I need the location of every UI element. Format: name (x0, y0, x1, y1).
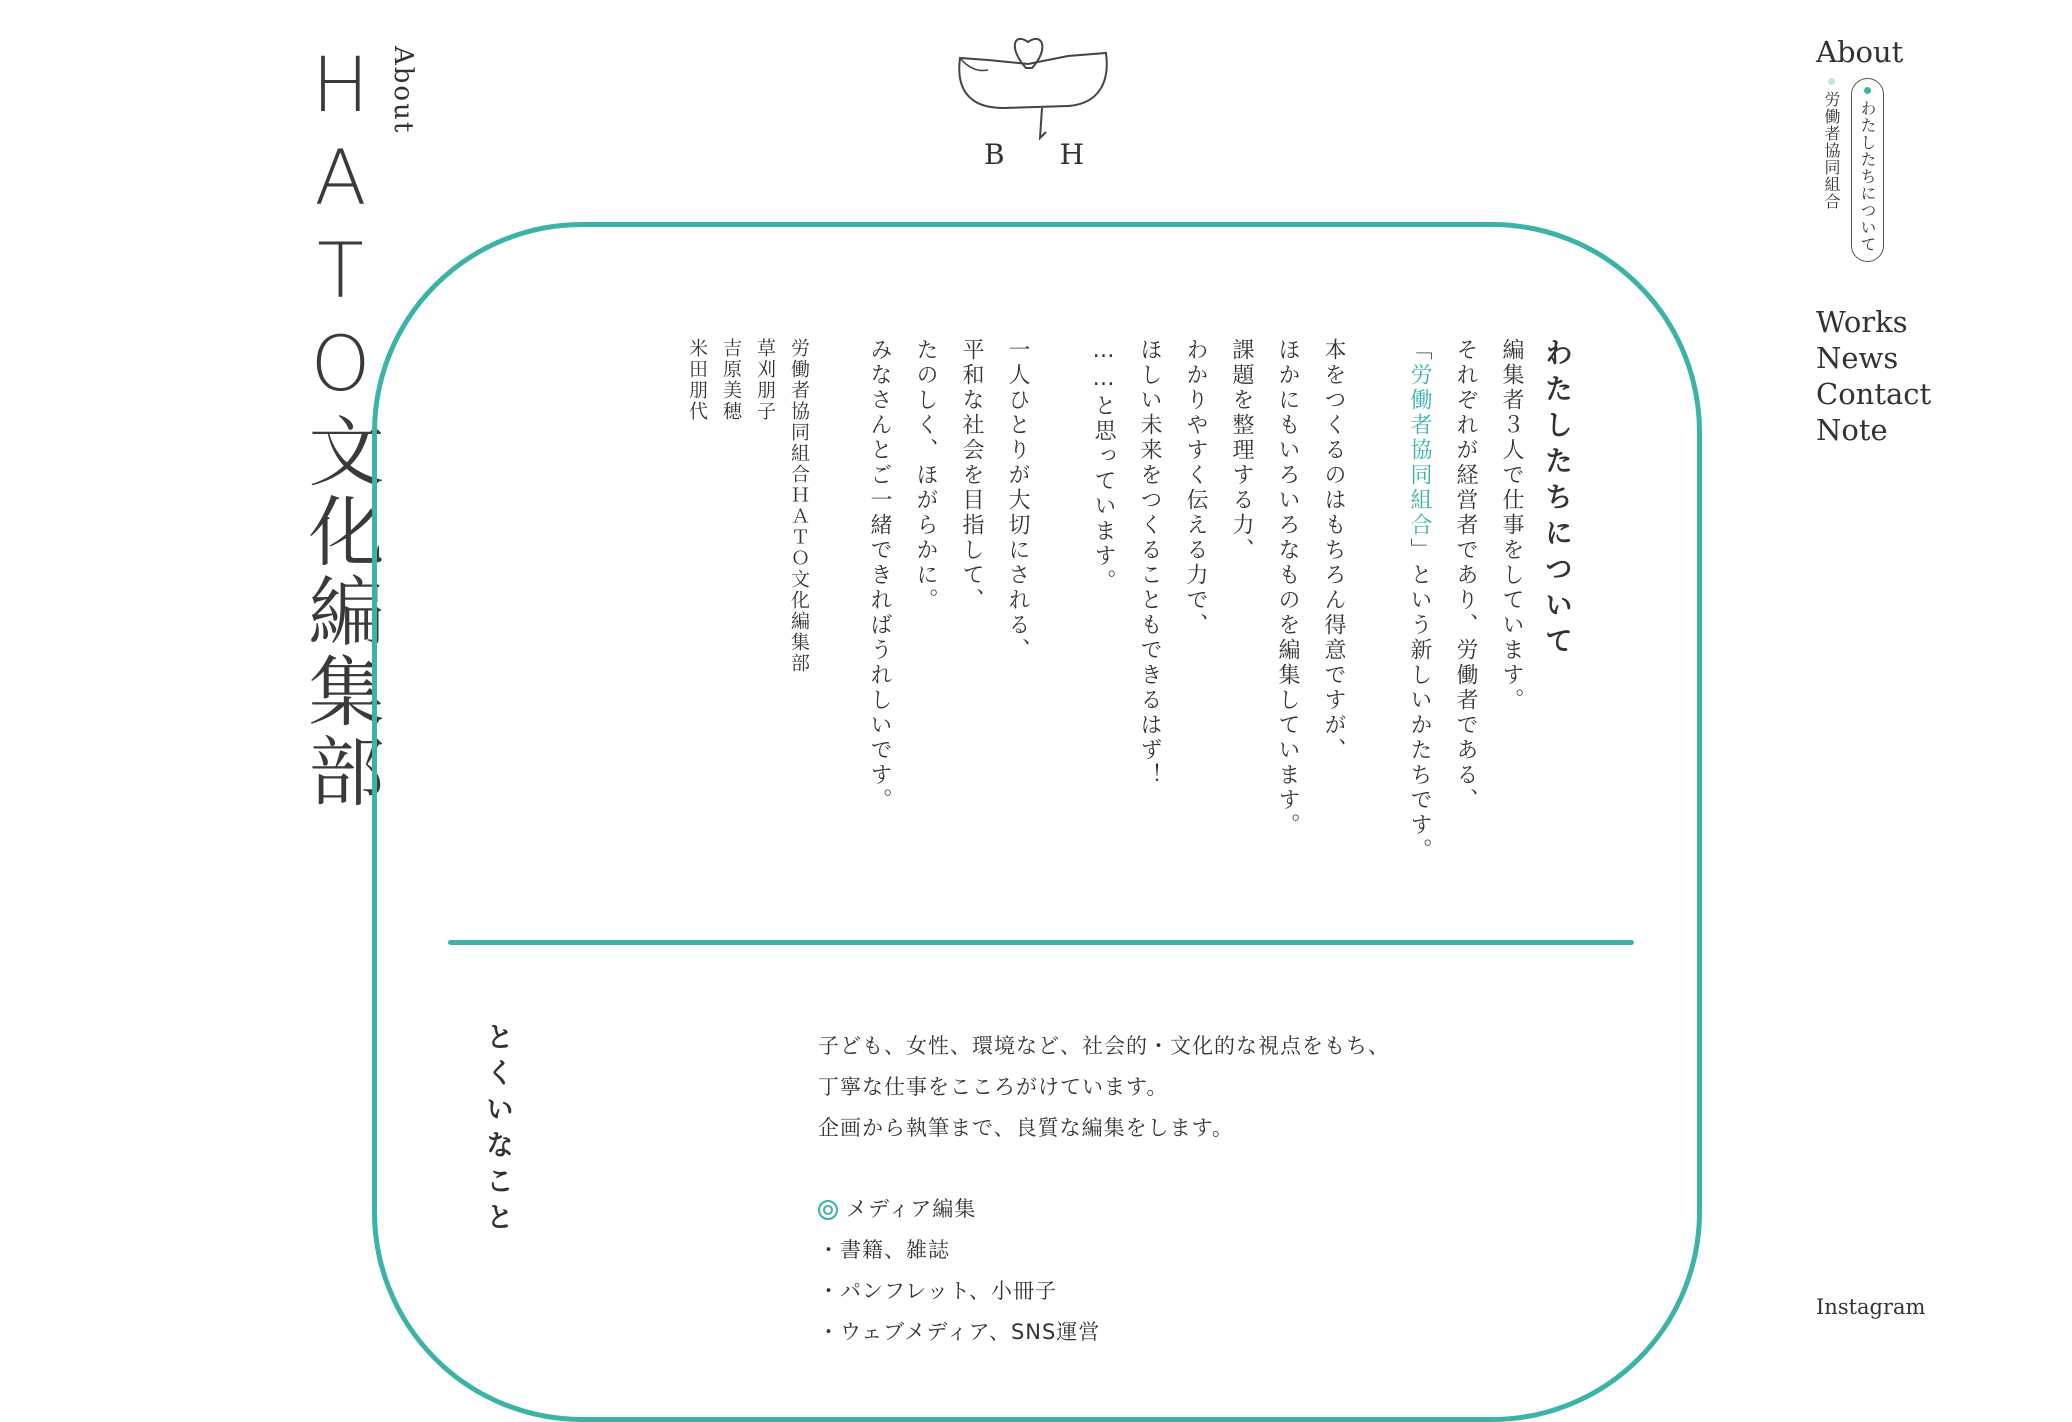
credit-member: 吉原美穂 (720, 338, 742, 422)
specialty-content (818, 1026, 1390, 1353)
specialty-line: 子ども、女性、環境など、社会的・文化的な視点をもち、 (818, 1034, 1390, 1058)
cooperative-keyword: 労働者協同組合 (1407, 363, 1432, 538)
bracket-open: 「 (1407, 338, 1432, 363)
about-line: 平和な社会を目指して、 (959, 338, 984, 613)
section-heading-specialty: とくいなこと (482, 1022, 515, 1238)
main-nav (1816, 34, 1931, 448)
dot-icon (1828, 78, 1835, 85)
subnav-item-label: 労働者協同組合 (1822, 91, 1841, 210)
active-dot-icon (1864, 87, 1871, 94)
credit-org: 労働者協同組合ＨＡＴＯ文化編集部 (788, 338, 810, 674)
about-line: みなさんとご一緒できればうれしいです。 (867, 338, 892, 813)
nav-works[interactable]: Works (1816, 305, 1908, 339)
site-logo[interactable] (948, 28, 1118, 171)
about-line: わかりやすく伝える力で、 (1183, 338, 1208, 638)
media-heading (818, 1189, 1390, 1230)
about-line: ……と思っています。 (1091, 338, 1116, 594)
subnav-item-label: わたしたちについて (1858, 100, 1877, 253)
line-suffix: 」という新しいかたちです。 (1407, 538, 1432, 863)
about-line: ほかにもいろいろなものを編集しています。 (1275, 338, 1300, 838)
logo-letter-h: H (1059, 138, 1084, 171)
about-line-cooperative (1396, 338, 1442, 898)
about-section (680, 338, 1580, 898)
nav-note[interactable]: Note (1816, 413, 1888, 447)
section-heading-about: わたしたちについて (1541, 338, 1574, 662)
logo-letter-b: B (984, 138, 1005, 171)
media-heading-label: メディア編集 (846, 1197, 977, 1221)
nav-about[interactable]: About (1816, 35, 1904, 69)
canoe-heart-logo-icon (948, 28, 1118, 143)
about-line: 本をつくるのはもちろん得意ですが、 (1321, 338, 1346, 763)
about-line: 課題を整理する力、 (1229, 338, 1254, 563)
specialty-line: 丁寧な仕事をこころがけています。 (818, 1075, 1169, 1099)
media-item: ・書籍、雑誌 (818, 1238, 950, 1262)
about-line: ほしい未来をつくることもできるはず！ (1137, 338, 1162, 788)
about-label: About (388, 46, 418, 135)
instagram-link[interactable]: Instagram (1816, 1295, 1926, 1319)
subnav-item-about-us[interactable] (1851, 78, 1884, 262)
about-line: たのしく、ほがらかに。 (913, 338, 938, 613)
credit-member: 米田朋代 (686, 338, 708, 422)
media-item: ・ウェブメディア、SNS運営 (818, 1320, 1101, 1344)
about-line: 一人ひとりが大切にされる、 (1005, 338, 1030, 663)
page-title: HATO文化編集部 (296, 40, 385, 812)
subnav-item-cooperative[interactable] (1820, 78, 1843, 288)
nav-news[interactable]: News (1816, 341, 1899, 375)
nav-contact[interactable]: Contact (1816, 377, 1932, 411)
specialty-line: 企画から執筆まで、良質な編集をします。 (818, 1116, 1234, 1140)
media-item: ・パンフレット、小冊子 (818, 1279, 1058, 1303)
double-circle-icon (818, 1200, 838, 1220)
about-line: 編集者３人で仕事をしています。 (1499, 338, 1524, 713)
about-subnav (1820, 78, 1931, 288)
credit-member: 草刈朋子 (754, 338, 776, 422)
about-line: それぞれが経営者であり、労働者である、 (1453, 338, 1478, 813)
section-divider (448, 940, 1634, 945)
